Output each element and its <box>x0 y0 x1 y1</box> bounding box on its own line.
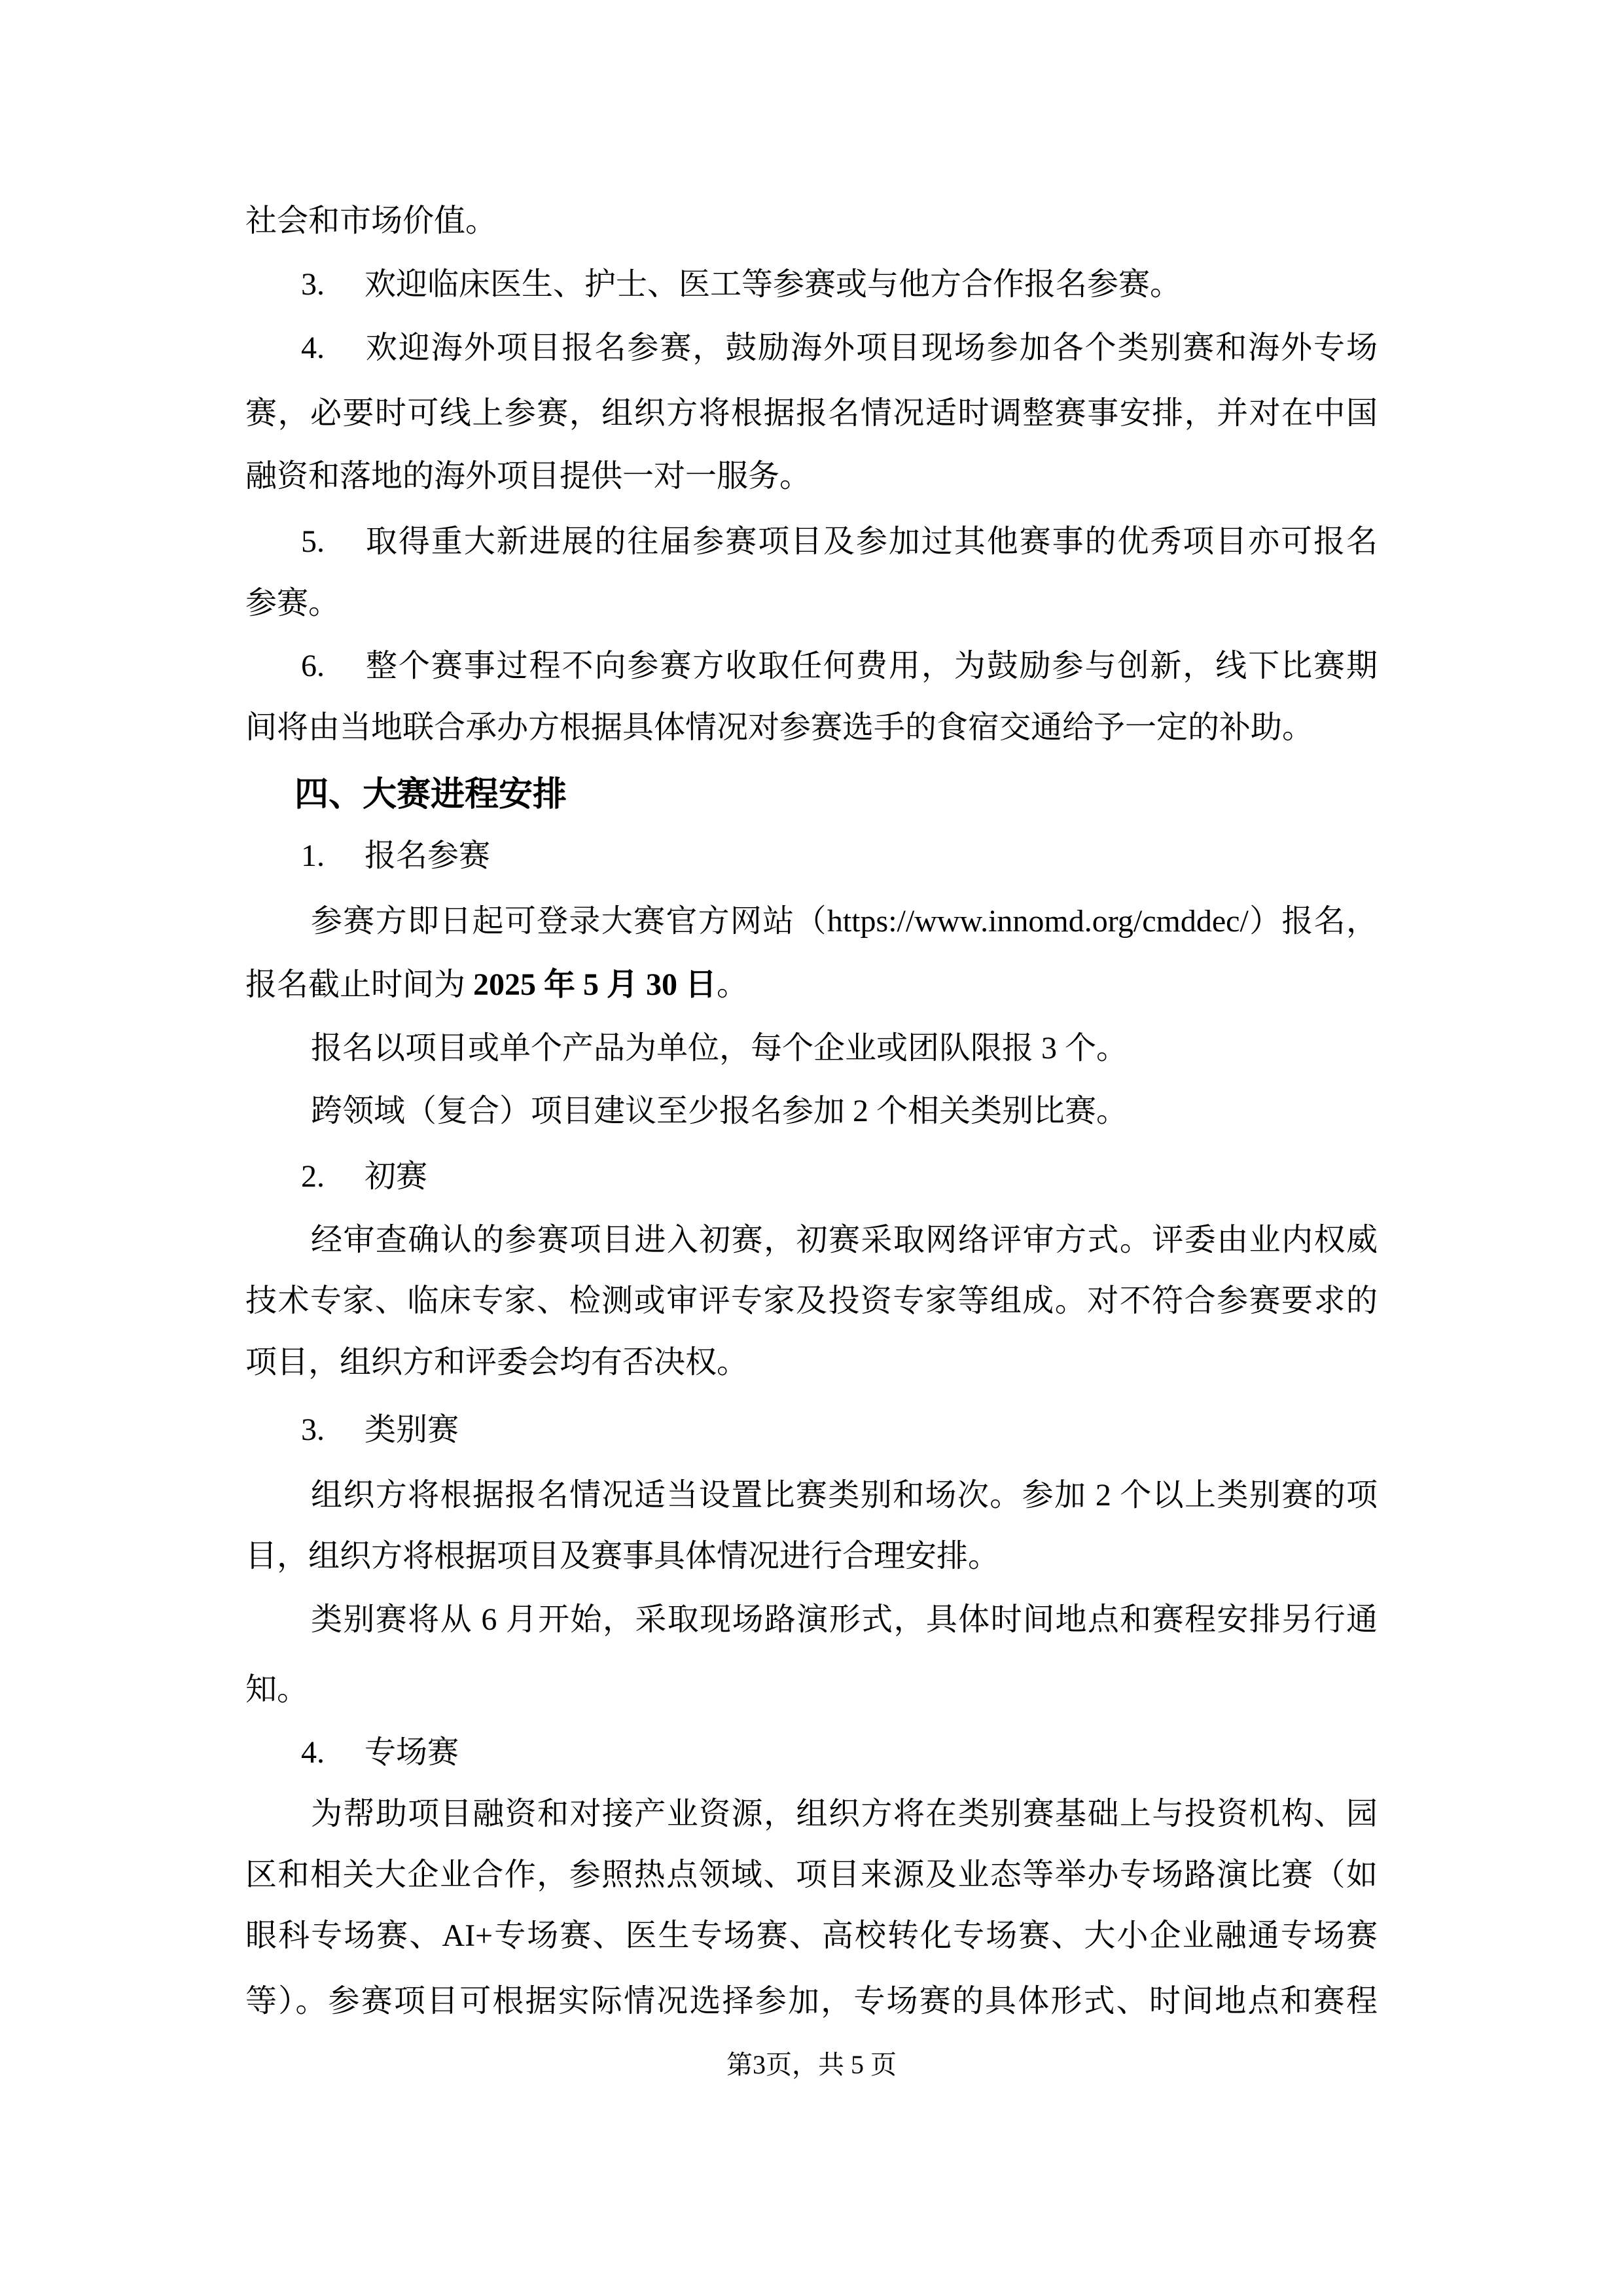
list-item <box>245 510 1378 573</box>
doc-line: 为帮助项目融资和对接产业资源，组织方将在类别赛基础上与投资机构、园 <box>311 1797 1378 1831</box>
deadline-date: 2025 年 5 月 30 日 <box>473 967 717 1002</box>
list-text: 报名参赛 <box>365 838 491 873</box>
deadline-period: 。 <box>717 967 749 1002</box>
doc-line: 眼科专场赛、AI+专场赛、医生专场赛、高校转化专场赛、大小企业融通专场赛 <box>245 1918 1378 1953</box>
list-item <box>245 1145 1378 1208</box>
list-text: 取得重大新进展的往届参赛项目及参加过其他赛事的优秀项目亦可报名 <box>365 524 1378 559</box>
list-text: 专场赛 <box>365 1735 459 1770</box>
deadline-label: 报名截止时间为 <box>245 967 474 1002</box>
list-number: 4. <box>301 1735 325 1770</box>
list-item <box>245 1398 1378 1462</box>
doc-line: 目，组织方将根据项目及赛事具体情况进行合理安排。 <box>245 1539 1000 1573</box>
doc-line: 报名以项目或单个产品为单位，每个企业或团队限报 3 个。 <box>311 1031 1128 1066</box>
page-number-footer: 第3页，共 5 页 <box>726 2050 897 2079</box>
list-item <box>245 253 1378 316</box>
section-heading: 四、大赛进程安排 <box>294 776 567 814</box>
list-item <box>245 316 1378 380</box>
list-number: 3. <box>301 267 325 302</box>
doc-line: 组织方将根据报名情况适当设置比赛类别和场次。参加 2 个以上类别赛的项 <box>311 1478 1378 1513</box>
list-number: 3. <box>301 1412 325 1447</box>
doc-line: 融资和落地的海外项目提供一对一服务。 <box>245 459 812 493</box>
doc-line-url: 参赛方即日起可登录大赛官方网站（https://www.innomd.org/cmddec/）报名， <box>311 904 1378 939</box>
doc-line: 经审查确认的参赛项目进入初赛，初赛采取网络评审方式。评委由业内权威 <box>311 1223 1378 1257</box>
doc-line: 项目，组织方和评委会均有否决权。 <box>245 1345 749 1380</box>
doc-line: 赛，必要时可线上参赛，组织方将根据报名情况适时调整赛事安排，并对在中国 <box>245 396 1378 431</box>
list-number: 1. <box>301 838 325 873</box>
doc-line: 等）。参赛项目可根据实际情况选择参加，专场赛的具体形式、时间地点和赛程 <box>245 1984 1378 2018</box>
list-text: 初赛 <box>365 1159 428 1194</box>
doc-line-deadline <box>245 953 1378 1016</box>
doc-line: 跨领域（复合）项目建议至少报名参加 2 个相关类别比赛。 <box>311 1094 1128 1128</box>
list-item <box>245 634 1378 698</box>
list-text: 类别赛 <box>365 1412 459 1447</box>
list-item <box>245 824 1378 888</box>
doc-line: 类别赛将从 6 月开始，采取现场路演形式，具体时间地点和赛程安排另行通 <box>311 1602 1378 1637</box>
doc-line: 区和相关大企业合作，参照热点领域、项目来源及业态等举办专场路演比赛（如 <box>245 1857 1378 1892</box>
list-number: 4. <box>301 331 325 365</box>
list-item <box>245 1721 1378 1784</box>
list-number: 2. <box>301 1159 325 1194</box>
list-text: 欢迎临床医生、护士、医工等参赛或与他方合作报名参赛。 <box>365 267 1182 302</box>
list-text: 欢迎海外项目报名参赛，鼓励海外项目现场参加各个类别赛和海外专场 <box>365 331 1378 365</box>
list-text: 整个赛事过程不向参赛方收取任何费用，为鼓励参与创新，线下比赛期 <box>365 649 1378 683</box>
doc-line: 社会和市场价值。 <box>245 204 497 238</box>
list-number: 5. <box>301 524 325 559</box>
doc-line: 间将由当地联合承办方根据具体情况对参赛选手的食宿交通给予一定的补助。 <box>245 710 1314 745</box>
list-number: 6. <box>301 649 325 683</box>
doc-line: 知。 <box>245 1672 309 1707</box>
doc-line: 参赛。 <box>245 586 340 620</box>
doc-line: 技术专家、临床专家、检测或审评专家及投资专家等组成。对不符合参赛要求的 <box>245 1283 1378 1318</box>
